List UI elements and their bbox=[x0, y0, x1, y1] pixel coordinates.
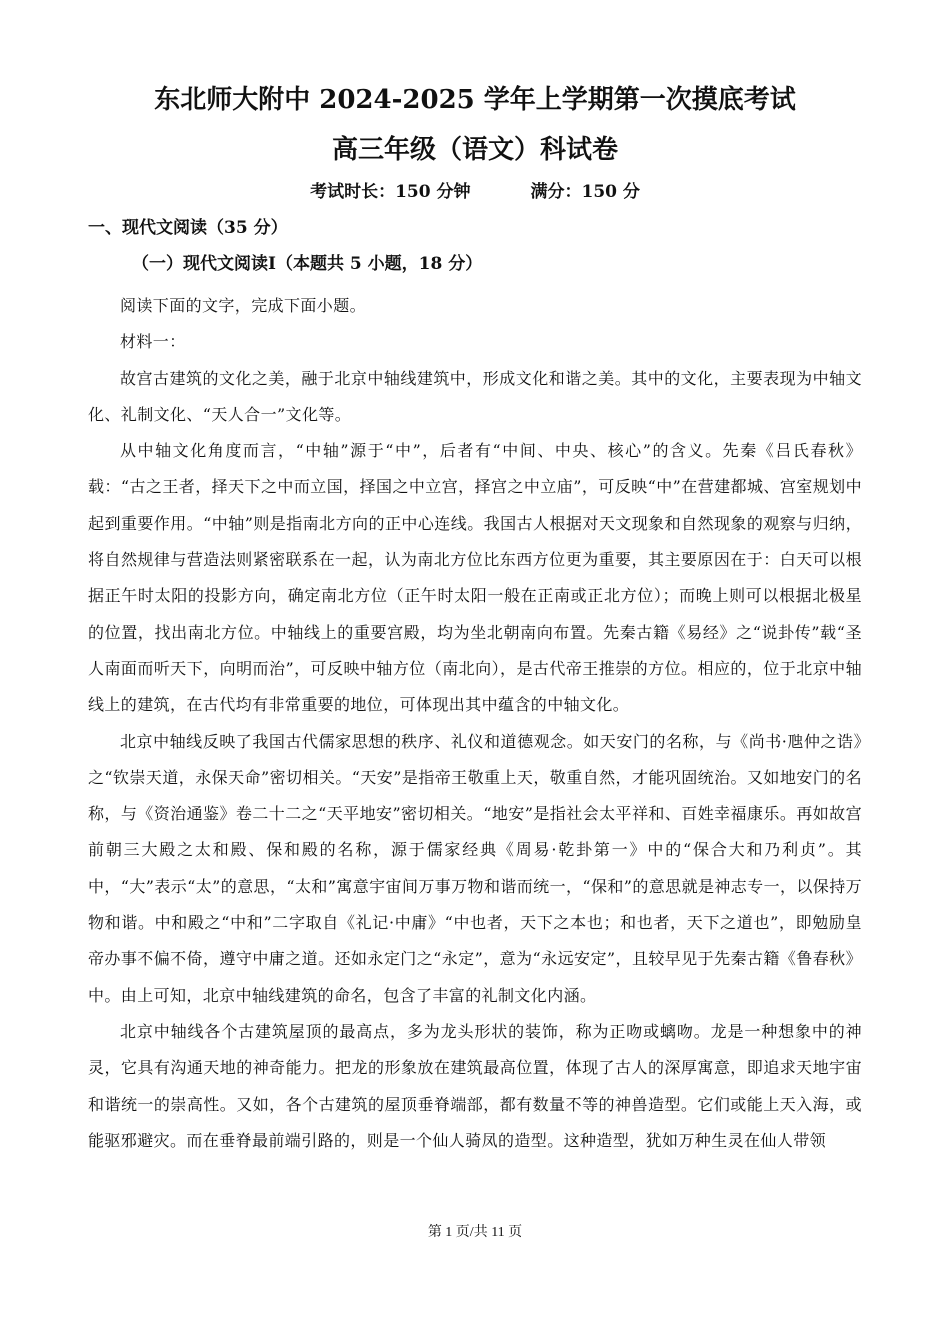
passage-paragraph: 从中轴文化角度而言，“中轴”源于“中”，后者有“中间、中央、核心”的含义。先秦《吕氏春秋》载：“古之王者，择天下之中而立国，择国之中立宫，择宫之中立庙”，可反映“中”在营建都城、宫室规划中起到重要作用。“中轴”则是指南北方向的正中心连线。我国古人根据对天文现象和自然现象的观察与归纳，将自然规律与营造法则紧密联系在一起，认为南北方位比东西方位更为重要，其主要原因在于：白天可以根据正午时太阳的投影方向，确定南北方位（正午时太阳一般在正南或正北方位）；而晚上则可以根据北极星的位置，找出南北方位。中轴线上的重要宫殿，均为坐北朝南向布置。先秦古籍《易经》之“说卦传”载“圣人南面而听天下，向明而治”，可反映中轴方位（南北向），是古代帝王推崇的方位。相应的，位于北京中轴线上的建筑，在古代均有非常重要的地位，可体现出其中蕴含的中轴文化。 bbox=[88, 441, 862, 715]
exam-subtitle: 高三年级（语文）科试卷 bbox=[331, 135, 618, 165]
instruction-text: 阅读下面的文字，完成下面小题。 bbox=[120, 296, 367, 315]
passage-paragraph: 北京中轴线反映了我国古代儒家思想的秩序、礼仪和道德观念。如天安门的名称，与《尚书·虺仲之诰》之“钦崇天道，永保天命”密切相关。“天安”是指帝王敬重上天，敬重自然，才能巩固统治。又如地安门的名称，与《资治通鉴》卷二十二之“天平地安”密切相关。“地安”是指社会太平祥和、百姓幸福康乐。再如故宫前朝三大殿之太和殿、保和殿的名称，源于儒家经典《周易·乾卦第一》中的“保合大和乃利贞”。其中，“大”表示“太”的意思，“太和”寓意宇宙间万事万物和谐而统一，“保和”的意思就是神志专一，以保持万物和谐。中和殿之“中和”二字取自《礼记·中庸》“中也者，天下之本也；和也者，天下之道也”，即勉励皇帝办事不偏不倚，遵守中庸之道。还如永定门之“永定”，意为“永远安定”，且较早见于先秦古籍《鲁春秋》中。由上可知，北京中轴线建筑的命名，包含了丰富的礼制文化内涵。 bbox=[88, 731, 862, 1005]
passage-paragraph: 北京中轴线各个古建筑屋顶的最高点，多为龙头形状的装饰，称为正吻或螭吻。龙是一种想象中的神灵，它具有沟通天地的神奇能力。把龙的形象放在建筑最高位置，体现了古人的深厚寓意，即追求天地宇宙和谐统一的崇高性。又如，各个古建筑的屋顶垂脊端部，都有数量不等的神兽造型。它们或能上天入海，或能驱邪避灾。而在垂脊最前端引路的，则是一个仙人骑凤的造型。这种造型，犹如万种生灵在仙人带领 bbox=[88, 1021, 862, 1150]
material-label: 材料一： bbox=[120, 332, 186, 352]
exam-score: 满分：150 分 bbox=[530, 182, 640, 202]
page-number: 第 1 页/共 11 页 bbox=[427, 1225, 523, 1240]
passage-paragraph: 故宫古建筑的文化之美，融于北京中轴线建筑中，形成文化和谐之美。其中的文化，主要表现为中轴文化、礼制文化、“天人合一”文化等。 bbox=[88, 368, 862, 424]
exam-title: 东北师大附中 2024-2025 学年上学期第一次摸底考试 bbox=[154, 85, 796, 115]
subsection-heading: （一）现代文阅读Ⅰ（本题共 5 小题，18 分） bbox=[132, 254, 483, 274]
exam-duration: 考试时长：150 分钟 bbox=[310, 182, 471, 202]
section-heading: 一、现代文阅读（35 分） bbox=[88, 218, 288, 238]
reading-passage bbox=[88, 288, 862, 1159]
exam-meta bbox=[0, 178, 950, 206]
